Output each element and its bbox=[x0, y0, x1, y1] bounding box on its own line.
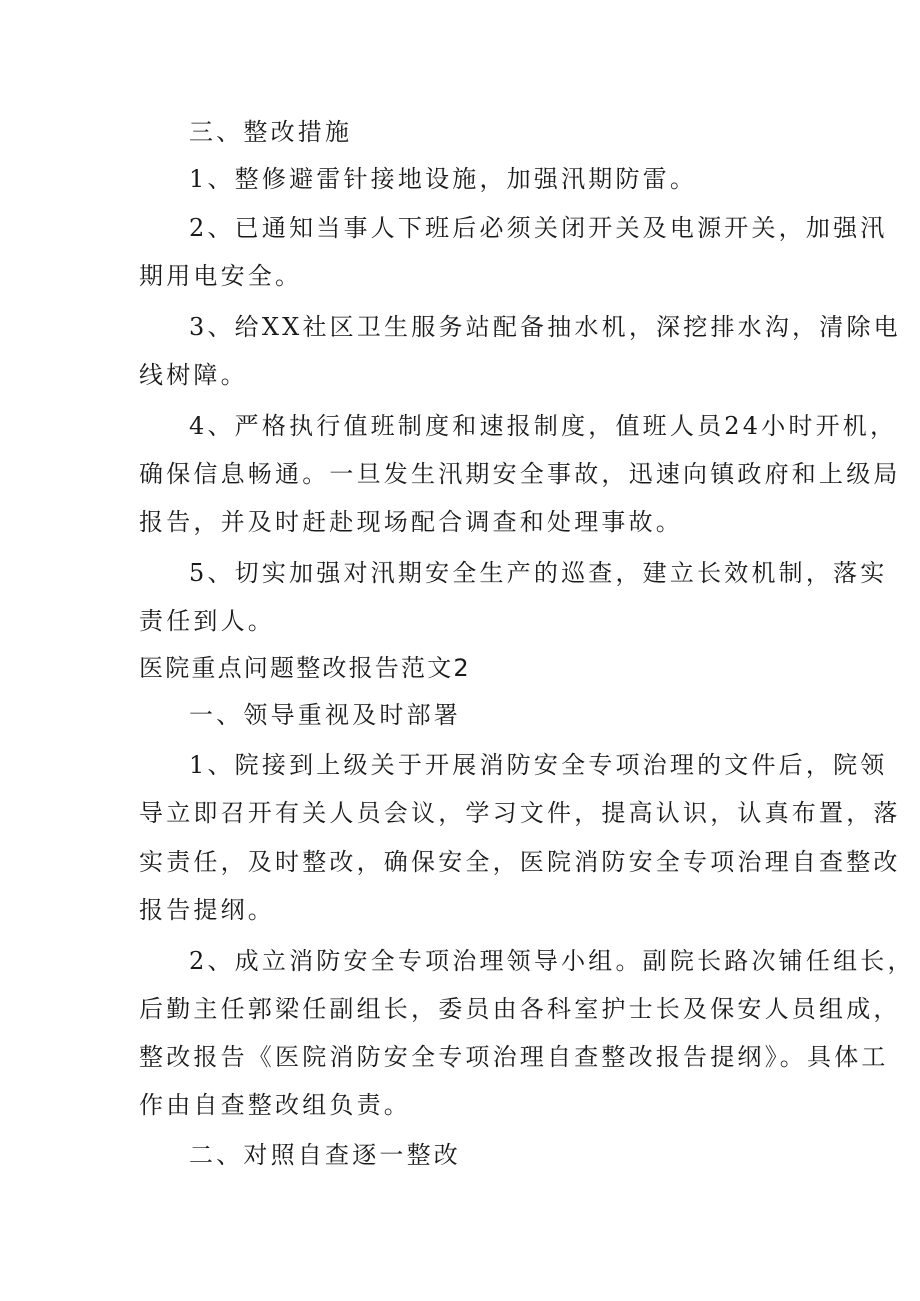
paragraph-line: 后勤主任郭梁任副组长，委员由各科室护士长及保安人员组成， bbox=[139, 995, 901, 1023]
paragraph-line: 报告，并及时赶赴现场配合调查和处理事故。 bbox=[139, 508, 683, 536]
paragraph-line: 实责任，及时整改，确保安全，医院消防安全专项治理自查整改 bbox=[139, 848, 901, 876]
paragraph-line: 2、成立消防安全专项治理领导小组。副院长路次铺任组长， bbox=[189, 947, 915, 975]
paragraph-line: 责任到人。 bbox=[139, 607, 275, 635]
paragraph-line: 整改报告《医院消防安全专项治理自查整改报告提纲》。具体工 bbox=[139, 1043, 889, 1071]
paragraph-line: 3、给XX社区卫生服务站配备抽水机，深挖排水沟，清除电 bbox=[189, 313, 901, 341]
paragraph-line: 期用电安全。 bbox=[139, 262, 303, 290]
section-heading-leadership: 一、领导重视及时部署 bbox=[189, 701, 461, 729]
paragraph-line: 线树障。 bbox=[139, 361, 248, 389]
section-heading-rectification-measures: 三、整改措施 bbox=[189, 118, 353, 146]
paragraph-line: 2、已通知当事人下班后必须关闭开关及电源开关，加强汛 bbox=[189, 214, 888, 242]
paragraph-line: 导立即召开有关人员会议，学习文件，提高认识，认真布置，落 bbox=[139, 799, 901, 827]
paragraph-line: 作由自查整改组负责。 bbox=[139, 1091, 411, 1119]
paragraph-line: 报告提纲。 bbox=[139, 896, 275, 924]
paragraph-line: 4、严格执行值班制度和速报制度，值班人员24小时开机， bbox=[189, 412, 898, 440]
report-title: 医院重点问题整改报告范文2 bbox=[139, 654, 471, 682]
paragraph-line: 1、院接到上级关于开展消防安全专项治理的文件后，院领 bbox=[189, 751, 888, 779]
section-heading-self-check: 二、对照自查逐一整改 bbox=[189, 1141, 461, 1169]
paragraph-line: 确保信息畅通。一旦发生汛期安全事故，迅速向镇政府和上级局 bbox=[139, 460, 901, 488]
paragraph-line: 5、切实加强对汛期安全生产的巡查，建立长效机制，落实 bbox=[189, 559, 888, 587]
paragraph-line: 1、整修避雷针接地设施，加强汛期防雷。 bbox=[189, 165, 698, 193]
